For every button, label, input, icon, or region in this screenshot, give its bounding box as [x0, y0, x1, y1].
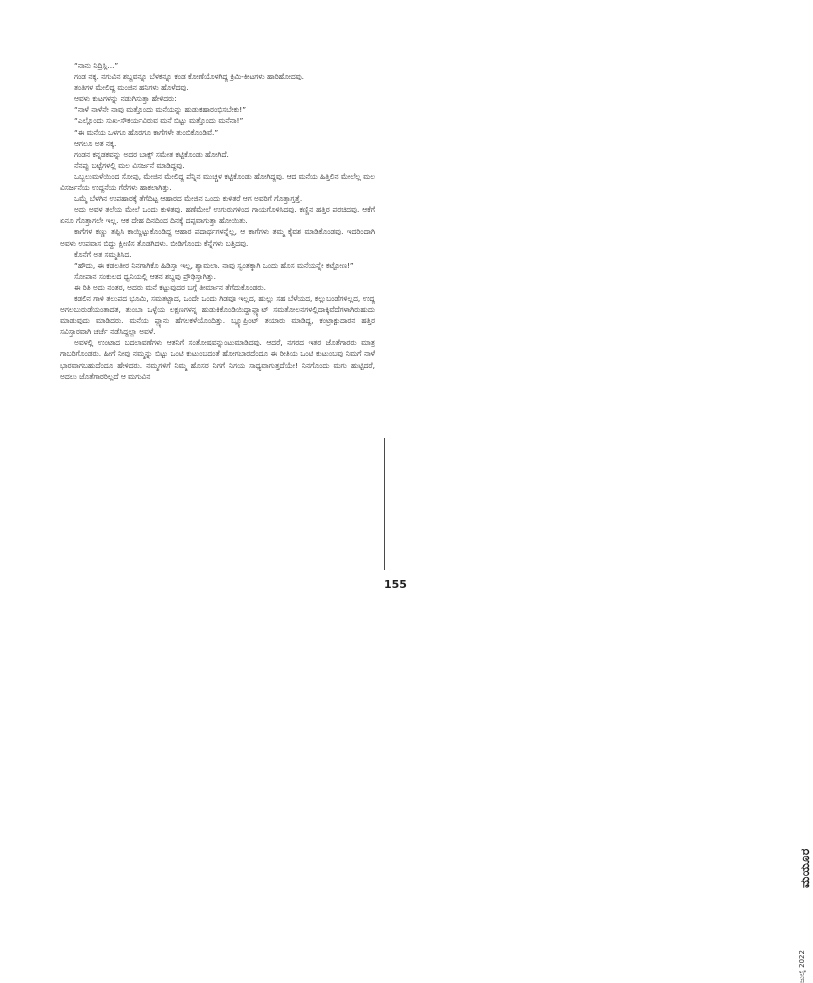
margin-rule: [384, 438, 385, 570]
article-paragraph: “ನಾಳೆ ನಾಳೆನೇ ನಾವು ಮತ್ತೊಂದು ಮನೆಯನ್ನು ಹುಡುಕಹಾರಂಭಿಸಬೇಕು!”: [74, 105, 247, 115]
article-paragraph: “ನಾನು ನಿದ್ರಿಸ್ಲಿ...”: [74, 61, 119, 70]
article-paragraph: ಸೋಪಾನ ಸಂಕುಲದ ಧ್ವನಿಯಲ್ಲಿ ಆತನ ಶಬ್ದವು ಪ್ರೌಢಿಸ್ತಾಗಿತ್ತು.: [74, 271, 216, 281]
article-paragraph: ಅವಳಲ್ಲಿ ಉಂಟಾದ ಬದಲಾವಣೆಗಳು ಆತನಿಗೆ ಸಂತೋಷವನ್ನುಂಟುಮಾಡಿದವು. ಆದರೆ, ನಗರದ ಇತರ ಜೊತೆಗಾರರು ಮಾತ್ರ ಗಾಬರಿಗೊಂಡರು. ಹೀಗೆ ನೀವು ನಮ್ಮನ್ನು ಬಿಟ್ಟು ಒಂಟಿ ಕುಟುಂಬದಂತೆ ಹೋಗಬಾರದೆಂದೂ ಈ ರೀತಿಯ ಒಂಟಿ ಕುಟುಂಬವು ನಿಮಗೆ ನಾಳೆ ಭಾರವಾಗಬಹುದೆಂದೂ ಹೇಳಿದರು. ನಮ್ಮಗಳಿಗೆ ನಿಮ್ಮ ಹೊಸರ ನಿಗಗೆ ನಿಗಯ ಸಾಧ್ಯವಾಗುತ್ತದೆಯೇ! ನಿನಗೊಂದು ಮಗು ಹುಟ್ಟಿದರೆ, ಅದಲು ಜೊತೆಗಾರರಿಲ್ಲದೆ ಆ ಮಗುವಿನ: [60, 338, 375, 381]
article-paragraph: ಅದು ಅವಳ ತಲೆಯ ಮೇಲೆ ಒಂದು ಕುಳಿತವು. ಹಣೆಮೇಲೆ ಉಗುರುಗಳಿಂದ ಗಾಯಗೊಳಿಸಿದವು. ಕಣ್ಣಿನ ಹತ್ತಿರ ಪರಚಿದವು. ಆಕೆಗೆ ಏನೂ ಗೊತ್ತಾಗಲೇ ಇಲ್ಲ. ಆಕ ದೇಹ ದಿನದಿಂದ ದಿನಕ್ಕೆ ದಪ್ಪವಾಗುತ್ತಾ ಹೋಯಿತು.: [60, 205, 375, 226]
article-paragraph: ಕಡಲಿನ ಗಾಳಿ ತಲುಪದ ಭೂಮಿ, ಸಮತಟ್ಟಾದ, ಒಂದೇ ಒಂದು ಗಿಡವೂ ಇಲ್ಲದ, ಹುಲ್ಲು ಸಹ ಬೆಳೆಯದ, ಕಲ್ಲುಬಂಡೆಗಳಿಲ್ಲದ, ಉದ್ದ ಅಗಲಬುರುಡೆಯಂತಾದತ, ತುಂಬಾ ಒಳ್ಳೆಯ ಲಕ್ಷಣಗಳನ್ನ ಹುಡುಕಿಕೊಂಡಿಯಿದ್ದಾಪ್ಲ್ಯಾಟ್ ಸಮತೋಲನಗಳಲ್ಲಿದಾಕ್ಕಿವೆದೆಗಳಾಗಿರುಹುದು ಮಾಡುವುದು ಮಾಡಿದರು. ಮನೆಯ ಪ್ಲ್ಯಾನು ಹೆಗಲಕಳೆಯೊಂದಿತ್ತು. ಬ್ಲ್ಯೂಪ್ರಿಂಟ್ ತಯಾರು ಮಾಡಿದ್ದ, ಕಂಟ್ರಾಕ್ಟುದಾರನ ಹತ್ತಿರ ಸವಿಸ್ತಾರವಾಗಿ ಚರ್ಚೆ ನಡೆಸಿದ್ದಲ್ಲಾ ಅವಳೆ.: [60, 293, 375, 337]
page-number: 155: [384, 577, 407, 591]
article-paragraph: ಒಮ್ಮೆ ಬೆಳಗಿನ ಉಪಹಾರಕ್ಕೆ ತೆಗೆದಿಟ್ಟ ಆಹಾರದ ಮೇಜಿನ ಒಂದು ಕುಳಿತರೆ ಆಗ ಅವರಿಗೆ ಗೊತ್ತಾಗ್ತತ್ತೆ.: [74, 194, 303, 204]
article-paragraph: “ಹೌದು, ಈ ಕಡಲತೀರ ನಿನಗಾಗಿಕೊ ಹಿಡಿಸ್ತಾ ಇಲ್ಲ, ಶ್ಯಾಮಲಾ. ನಾವು ಸ್ವಂತಕ್ಕಾಗಿ ಒಂದು ಹೊಸ ಮನೆಯನ್ನೇ ಕಟ್ಟೋಣ!”: [74, 260, 354, 270]
article-paragraph: “ಎಲ್ಲೊಂದು ಸುಖ-ಸೌಕರ್ಯವಿರುವ ಮನೆ ಬಿಟ್ಟು ಮತ್ತೊಂದು ಮನೆನಾ!”: [74, 116, 244, 126]
article-paragraph: ಆಗಲೂ ಅತ ನಕ್ಕ.: [74, 138, 117, 148]
article-paragraph: ಒಬ್ಬಲುಮಳೆಯಿಂದ ಸೋಪು, ಮೇಜಿನ ಮೇಲಿದ್ದ ಪೆನ್ನಿನ ಮುಚ್ಚಳ ಕಟ್ಟಿಕೊಂಡು ಹೋಗಿದ್ದವು. ಆದ ಮನೆಯ ಹಿತ್ತಿಲಿನ ಮೇಲೆಲ್ಲ ಮಲ ವಿಸರ್ಜನೆಯ ಉದ್ದನೆಯ ಗೆರೆಗಳು ಹಾಕಲಾಗಿತ್ತು.: [60, 171, 375, 193]
article-paragraph: ನೆನಪ್ಪು ಬಟ್ಟೆಗಳಲ್ಲಿ ಮಲ ವಿಸರ್ಜನೆ ಮಾಡಿದ್ದವು.: [74, 160, 185, 170]
article-paragraph: ಕೊನೆಗೆ ಅತ ಸಮ್ಮತಿಸಿದ.: [74, 249, 132, 259]
article-paragraph: ಈ ರಿತಿ ಅದು ನಂತರ, ಅದರು ಮನೆ ಕಟ್ಟುವುದರ ಬಗ್ಗೆ ತೀರ್ಮಾನ ತೆಗೆದುಕೊಂಡರು.: [74, 282, 266, 292]
article-paragraph: ಕಾಗೆಗಳ ಕಣ್ಣು ತಪ್ಪಿಸಿ ಕಾಯ್ದಿಟ್ಟುಕೊಂಡಿದ್ದ ಆಹಾರ ಪದಾರ್ಥಗಳನ್ನೆಲ್ಲ, ಆ ಕಾಗೆಗಳು ತಮ್ಮ ಕೈವಶ ಮಾಡಿಕೊಂಡವು. ಇದರಿಂದಾಗಿ ಅವಳು ಉಪವಾಸ ಬಿದ್ದು ಕ್ಷೀಣಿಸ ತೊಡಗಿದಳು. ಬೀಡಿಗೊಂದು ಕೆನ್ನೆಗಳು ಬತ್ತಿದವು.: [60, 227, 375, 248]
article-paragraph: ತಂತಿಗಳ ಮೇಲಿದ್ದ ಮಂಜಿನ ಹನಿಗಳು ಹೊಳೆದವು.: [74, 83, 189, 93]
article-paragraph: ಗಂಡನ ಕನ್ನಡಕವನ್ನು ಅದರ ಬಾಕ್ಸ್ ಸಮೇತ ಕಟ್ಟಿಕೊಂಡು ಹೋಗಿದೆ.: [74, 149, 229, 159]
article-paragraph: ಆವಳು ಕುಟಗಳನ್ನು ನಡುಗಿಸುತ್ತಾ ಹೇಳಿದರು:: [74, 94, 177, 104]
article-paragraph: ಗಂಡ ನಕ್ಕ. ನಗುವಿನ ಶಬ್ದವನ್ನೂ ಬೆಳಕನ್ನೂ ಕಂಡ ಕೋಣೆಯೊಳಗಿದ್ದ ಕ್ರಿಮಿ-ಕೀಟಗಳು ಹಾರಿಹೋದವು.: [74, 72, 305, 82]
magazine-name: ಮಯೂರ: [798, 848, 812, 888]
article-paragraph: “ಈ ಮನೆಯ ಒಳಗೂ ಹೊರಗೂ ಕಾಗೆಗಳೇ ತುಂಬಿಕೊಂಡಿವೆ.”: [74, 127, 219, 137]
issue-date: ಜುಲೈ 2022: [798, 950, 806, 983]
article-body: [60, 60, 375, 382]
